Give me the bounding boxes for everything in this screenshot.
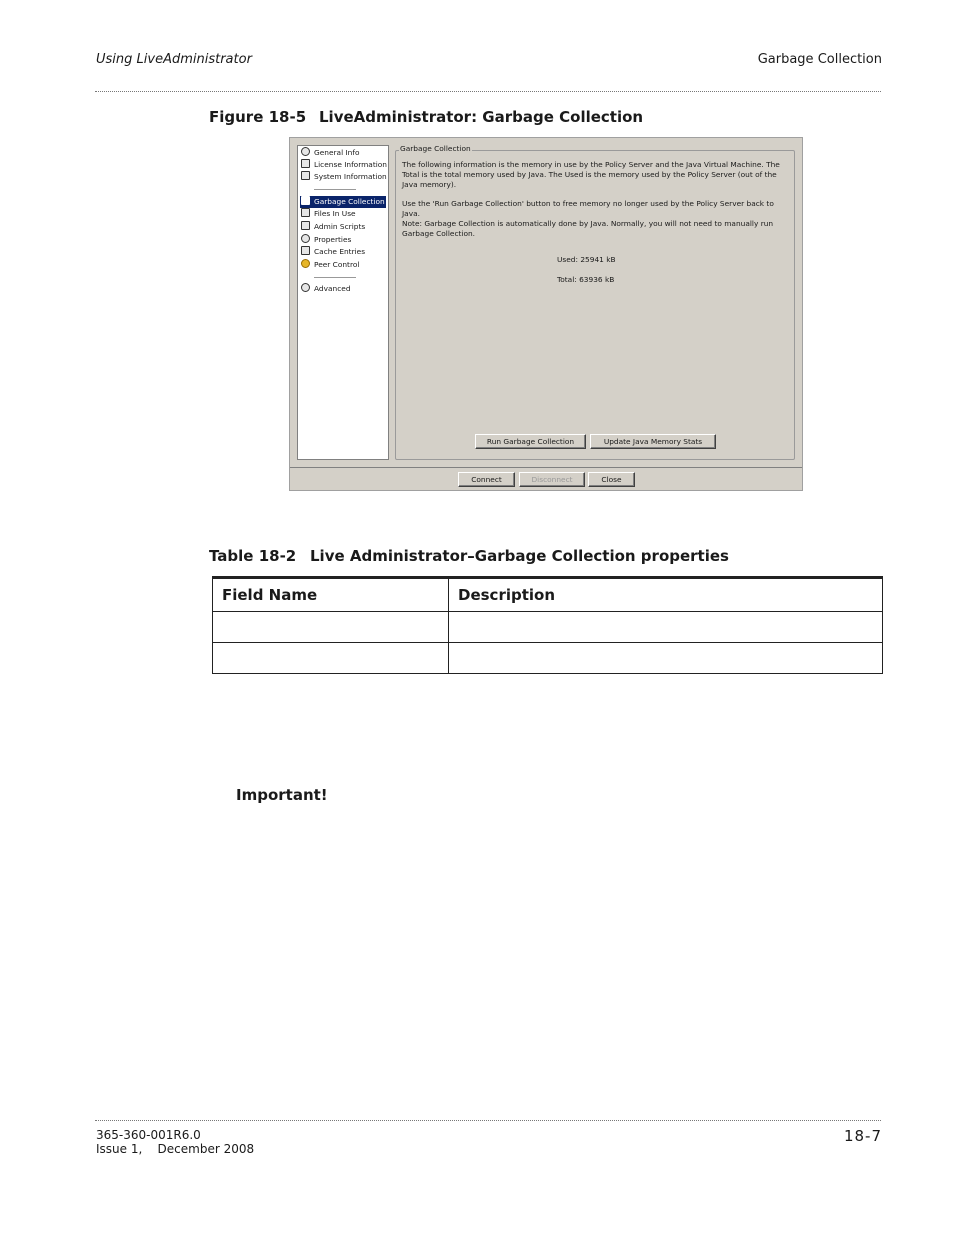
sidebar-item-general-info[interactable]: General Info [300, 147, 386, 159]
sidebar-separator [314, 277, 356, 278]
footer-left [96, 1128, 254, 1156]
sidebar-item-admin-scripts[interactable]: Admin Scripts [300, 221, 386, 233]
table-row [213, 612, 883, 643]
update-java-memory-stats-button[interactable]: Update Java Memory Stats [590, 434, 716, 449]
table-number: Table 18-2 [209, 547, 297, 565]
table-header-row [213, 578, 883, 612]
total-memory-value: Total: 63936 kB [557, 275, 615, 284]
sidebar-separator [314, 189, 356, 190]
trash-icon [301, 196, 310, 205]
run-gc-description: Use the 'Run Garbage Collection' button to free memory no longer used by the Policy Server back to Java. [402, 199, 774, 218]
button-bar-divider [290, 467, 802, 468]
gear-icon [301, 147, 310, 156]
used-memory-value: Used: 25941 kB [557, 255, 616, 264]
connect-button[interactable]: Connect [458, 472, 515, 487]
issue-date: Issue 1, December 2008 [96, 1142, 255, 1156]
sidebar-item-cache-entries[interactable]: Cache Entries [300, 246, 386, 258]
running-header-right: Garbage Collection [757, 52, 882, 67]
figure-title: LiveAdministrator: Garbage Collection [319, 108, 644, 126]
properties-table [212, 576, 883, 674]
close-button[interactable]: Close [588, 472, 635, 487]
document-id: 365-360-001R6.0 [96, 1128, 201, 1142]
running-header-left: Using LiveAdministrator [96, 52, 252, 67]
column-header-description: Description [449, 578, 883, 612]
disconnect-button[interactable]: Disconnect [519, 472, 585, 487]
sidebar-item-advanced[interactable]: Advanced [300, 283, 386, 295]
header-divider [95, 91, 881, 92]
important-note-heading: Important! [236, 786, 328, 804]
table-caption [209, 547, 729, 565]
garbage-collection-panel [395, 150, 795, 460]
gc-note: Note: Garbage Collection is automatically done by Java. Normally, you will not need to manually run Garbage Collection. [402, 219, 774, 238]
table-cell [213, 643, 449, 674]
peer-icon [301, 259, 310, 268]
table-row [213, 643, 883, 674]
page-number: 18-7 [843, 1127, 882, 1145]
table-cell [449, 643, 883, 674]
sidebar-item-properties[interactable]: Properties [300, 234, 386, 246]
live-admin-window [289, 137, 803, 491]
run-garbage-collection-button[interactable]: Run Garbage Collection [475, 434, 586, 449]
footer-divider [95, 1120, 881, 1121]
gear-icon [301, 283, 310, 292]
panel-title: Garbage Collection [400, 144, 471, 153]
cache-icon [301, 246, 310, 255]
license-icon [301, 159, 310, 168]
sidebar-item-files-in-use[interactable]: Files In Use [300, 208, 386, 220]
column-header-field-name: Field Name [213, 578, 449, 612]
gear-icon [301, 234, 310, 243]
figure-number: Figure 18-5 [209, 108, 307, 126]
memory-description: The following information is the memory in use by the Policy Server and the Java Virtual Machine. The Total is the total memory used by Java. The Used is the memory used by the Policy Server (out of the Java memory). [402, 160, 780, 189]
sidebar-item-system-information[interactable]: System Information [300, 171, 386, 183]
script-icon [301, 221, 310, 230]
figure-caption [209, 108, 643, 126]
sidebar-item-garbage-collection[interactable]: Garbage Collection [300, 196, 386, 208]
table-title: Live Administrator–Garbage Collection properties [310, 547, 729, 565]
sidebar-item-license-information[interactable]: License Information [300, 159, 386, 171]
sidebar-item-peer-control[interactable]: Peer Control [300, 259, 386, 271]
file-icon [301, 208, 310, 217]
sidebar-list[interactable] [297, 145, 389, 460]
table-cell [449, 612, 883, 643]
monitor-icon [301, 171, 310, 180]
table-cell [213, 612, 449, 643]
